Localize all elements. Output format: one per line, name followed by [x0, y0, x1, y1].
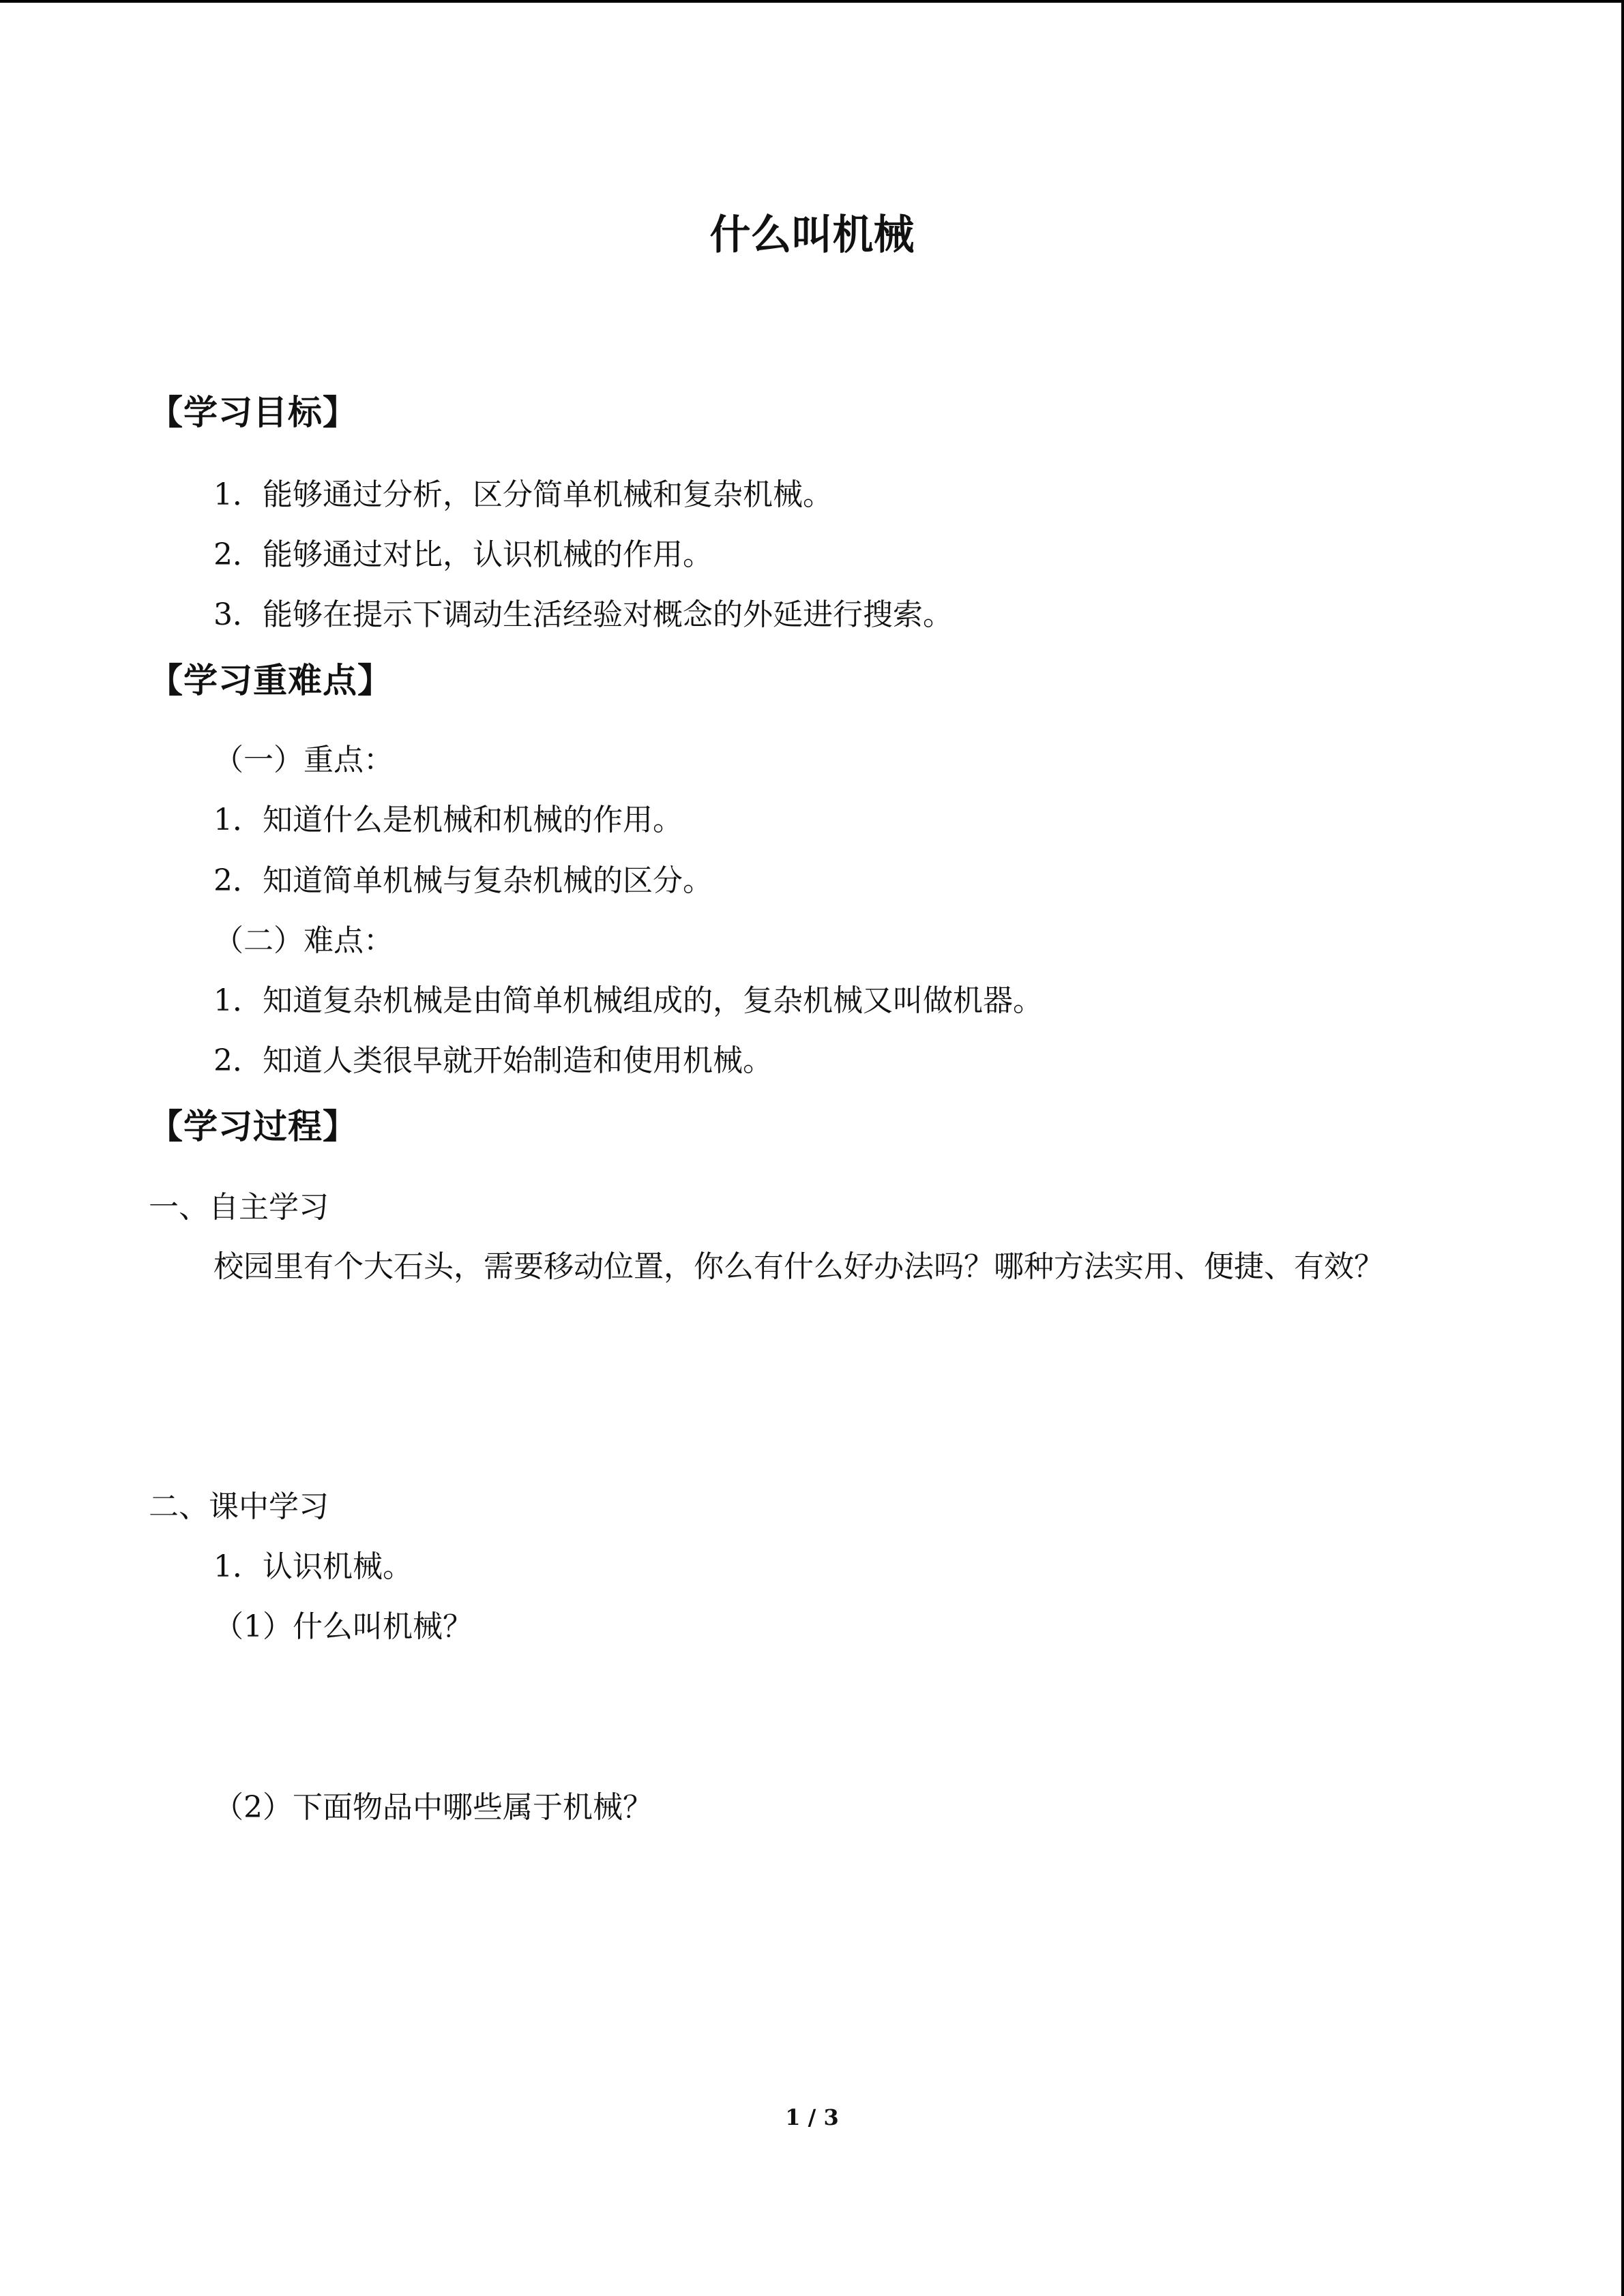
question-1: （1）什么叫机械？	[213, 1609, 473, 1644]
difficulty-item-1: 1．知道复杂机械是由简单机械组成的，复杂机械又叫做机器。	[213, 983, 1043, 1018]
section-heading-key-points: 【学习重难点】	[149, 661, 392, 700]
self-study-label: 一、自主学习	[149, 1190, 329, 1225]
class-item-1: 1．认识机械。	[213, 1549, 413, 1584]
self-study-text: 校园里有个大石头，需要移动位置，你么有什么好办法吗？哪种方法实用、便捷、有效？	[213, 1249, 1384, 1284]
focus-item-2: 2．知道简单机械与复杂机械的区分。	[213, 863, 713, 898]
goal-item-3: 3．能够在提示下调动生活经验对概念的外延进行搜索。	[213, 597, 953, 632]
focus-label: （一）重点：	[213, 743, 394, 777]
goal-item-1: 1．能够通过分析，区分简单机械和复杂机械。	[213, 477, 833, 512]
class-study-label: 二、课中学习	[149, 1489, 329, 1524]
document-title: 什么叫机械	[709, 211, 915, 259]
section-heading-process: 【学习过程】	[149, 1107, 357, 1146]
question-2: （2）下面物品中哪些属于机械？	[213, 1790, 653, 1825]
focus-item-1: 1．知道什么是机械和机械的作用。	[213, 803, 683, 837]
goal-item-2: 2．能够通过对比，认识机械的作用。	[213, 537, 713, 572]
page-indicator: 1 / 3	[785, 2104, 839, 2130]
difficulty-label: （二）难点：	[213, 923, 394, 958]
difficulty-item-2: 2．知道人类很早就开始制造和使用机械。	[213, 1043, 773, 1078]
section-heading-goals: 【学习目标】	[149, 393, 357, 432]
